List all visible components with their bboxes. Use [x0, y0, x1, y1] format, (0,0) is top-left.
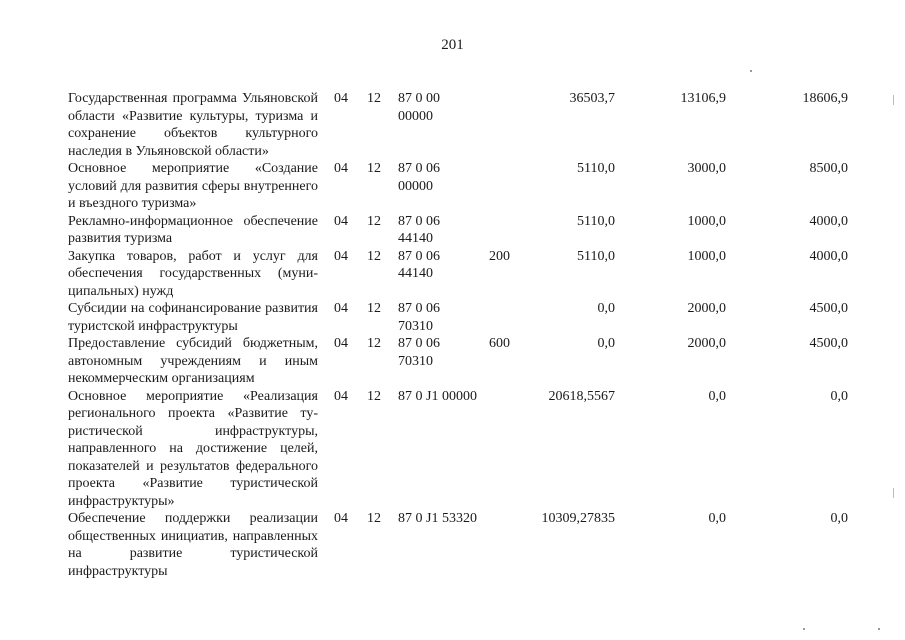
row-name: Субсидии на софинансирование развития туристской инфраструктуры	[68, 301, 318, 334]
row-target-article-code: 87 0 06 44140	[398, 248, 440, 281]
table-row	[68, 160, 848, 213]
row-amount-year-1: 10309,27835	[541, 511, 615, 526]
row-target-article-code: 87 0 06 44140	[398, 213, 440, 246]
row-name: Государственная программа Ульяновской области «Развитие культуры, туризма и сохранение объектов культурного наследия в Ульяновской области»	[68, 91, 318, 159]
row-section-code: 04	[334, 336, 348, 351]
row-section-code: 04	[334, 91, 348, 106]
scan-mark	[893, 95, 894, 105]
row-amount-year-3: 4000,0	[809, 248, 848, 264]
row-amount-year-3: 4000,0	[809, 213, 848, 229]
scan-mark	[893, 488, 894, 498]
row-amount-year-3: 18606,9	[802, 91, 848, 106]
table-row	[68, 248, 848, 301]
row-target-article-code: 87 0 J1 53320	[398, 511, 477, 526]
row-amount-year-1: 0,0	[597, 336, 615, 351]
row-target-article-code: 87 0 J1 00000	[398, 388, 477, 404]
row-name: Закупка товаров, работ и услуг для обеспечения государственных (муниципальных) нужд	[68, 248, 318, 299]
row-target-article-code: 87 0 06 70310	[398, 336, 440, 369]
row-section-code: 04	[334, 301, 348, 316]
row-subsection-code: 12	[367, 336, 381, 351]
row-amount-year-2: 0,0	[708, 511, 726, 526]
row-amount-year-2: 2000,0	[687, 336, 726, 351]
table-row	[68, 300, 848, 335]
row-amount-year-1: 36503,7	[569, 91, 615, 106]
row-name: Рекламно-информационное обеспечение развития туризма	[68, 213, 318, 246]
row-section-code: 04	[334, 161, 348, 176]
row-subsection-code: 12	[367, 91, 381, 106]
row-subsection-code: 12	[367, 388, 381, 404]
row-name: Обеспечение поддержки реализации общественных инициатив, направленных на развитие туристической инфраструктуры	[68, 511, 318, 579]
row-name: Основное мероприятие «Создание условий для развития сферы внутреннего и въездного туризма»	[68, 161, 318, 211]
row-section-code: 04	[334, 248, 348, 264]
scan-speck	[878, 628, 880, 630]
page-number: 201	[441, 37, 464, 53]
row-section-code: 04	[334, 511, 348, 526]
row-amount-year-1: 20618,5567	[548, 388, 615, 404]
row-subsection-code: 12	[367, 213, 381, 229]
row-amount-year-2: 0,0	[708, 388, 726, 404]
table-row	[68, 510, 848, 580]
row-subsection-code: 12	[367, 511, 381, 526]
table-row	[68, 335, 848, 388]
row-amount-year-3: 0,0	[830, 388, 848, 404]
row-name: Основное мероприятие «Реализация регионального проекта «Развитие туристической инфраструктуры, направленного на достижение целей, показателей и результатов федерального проекта «Развитие туристической инфраструктуры»	[68, 388, 318, 509]
row-expense-type-code	[478, 90, 513, 160]
scan-speck	[750, 70, 752, 72]
row-section-code: 04	[334, 388, 348, 404]
row-amount-year-2: 2000,0	[687, 301, 726, 316]
row-target-article-code: 87 0 06 70310	[398, 301, 440, 334]
table-row	[68, 213, 848, 248]
row-amount-year-2: 1000,0	[687, 213, 726, 229]
row-expense-type-code	[478, 510, 513, 580]
row-expense-type-code	[478, 213, 513, 248]
row-amount-year-2: 3000,0	[687, 161, 726, 176]
row-amount-year-2: 13106,9	[680, 91, 726, 106]
row-target-article-code: 87 0 06 00000	[398, 161, 440, 194]
row-subsection-code: 12	[367, 161, 381, 176]
row-amount-year-1: 5110,0	[577, 213, 615, 229]
row-amount-year-1: 5110,0	[577, 161, 615, 176]
table-row	[68, 90, 848, 160]
row-amount-year-1: 5110,0	[577, 248, 615, 264]
row-expense-type-code	[478, 160, 513, 213]
row-amount-year-3: 0,0	[830, 511, 848, 526]
scan-speck	[803, 628, 805, 630]
row-amount-year-3: 4500,0	[809, 301, 848, 316]
row-amount-year-3: 8500,0	[809, 161, 848, 176]
row-subsection-code: 12	[367, 248, 381, 264]
row-section-code: 04	[334, 213, 348, 229]
row-expense-type-code	[478, 388, 513, 511]
row-target-article-code: 87 0 00 00000	[398, 91, 440, 124]
row-expense-type-code: 200	[489, 248, 510, 264]
row-expense-type-code: 600	[489, 336, 510, 351]
row-amount-year-3: 4500,0	[809, 336, 848, 351]
row-amount-year-1: 0,0	[597, 301, 615, 316]
table-body	[68, 90, 848, 580]
row-name: Предоставление субсидий бюджетным, автономным учреждениям и иным некоммерческим организациям	[68, 336, 318, 386]
table-row	[68, 388, 848, 511]
row-expense-type-code	[478, 300, 513, 335]
row-subsection-code: 12	[367, 301, 381, 316]
budget-table	[68, 90, 848, 580]
row-amount-year-2: 1000,0	[687, 248, 726, 264]
